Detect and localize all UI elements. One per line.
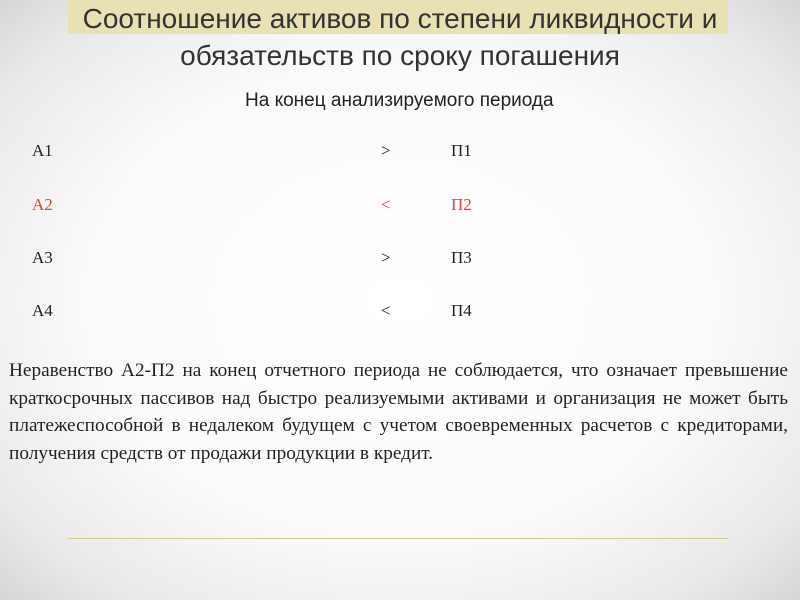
conclusion-paragraph: Неравенство А2-П2 на конец отчетного периода не соблюдается, что означает превышение краткосрочных пассивов над быстро реализуемыми активами и организация не может быть платежеспособной в недалеком будущем с учетом своевременных расчетов с кредиторами, получения средств от продажи продукции в кредит. <box>9 360 788 464</box>
comparison-operator: > <box>381 141 391 160</box>
period-subtitle: На конец анализируемого периода <box>245 90 554 111</box>
comparison-operator: < <box>381 301 391 320</box>
slide-title <box>0 0 800 74</box>
liability-label: П1 <box>451 141 472 160</box>
comparison-row <box>0 248 800 272</box>
liability-label: П3 <box>451 248 472 267</box>
comparison-row <box>0 141 800 165</box>
comparison-operator: > <box>381 248 391 267</box>
comparison-operator: < <box>381 195 391 214</box>
comparison-row <box>0 301 800 325</box>
liability-label: П4 <box>451 301 472 320</box>
asset-label: А2 <box>32 195 53 214</box>
asset-label: А4 <box>32 301 53 320</box>
asset-label: А1 <box>32 141 53 160</box>
liability-label: П2 <box>451 195 472 214</box>
accent-underline <box>68 538 728 539</box>
slide-title-line-1: Соотношение активов по степени ликвидности и <box>82 3 718 34</box>
comparison-row-highlighted <box>0 195 800 219</box>
asset-label: А3 <box>32 248 53 267</box>
slide-title-line-2: обязательств по сроку погашения <box>180 40 620 71</box>
